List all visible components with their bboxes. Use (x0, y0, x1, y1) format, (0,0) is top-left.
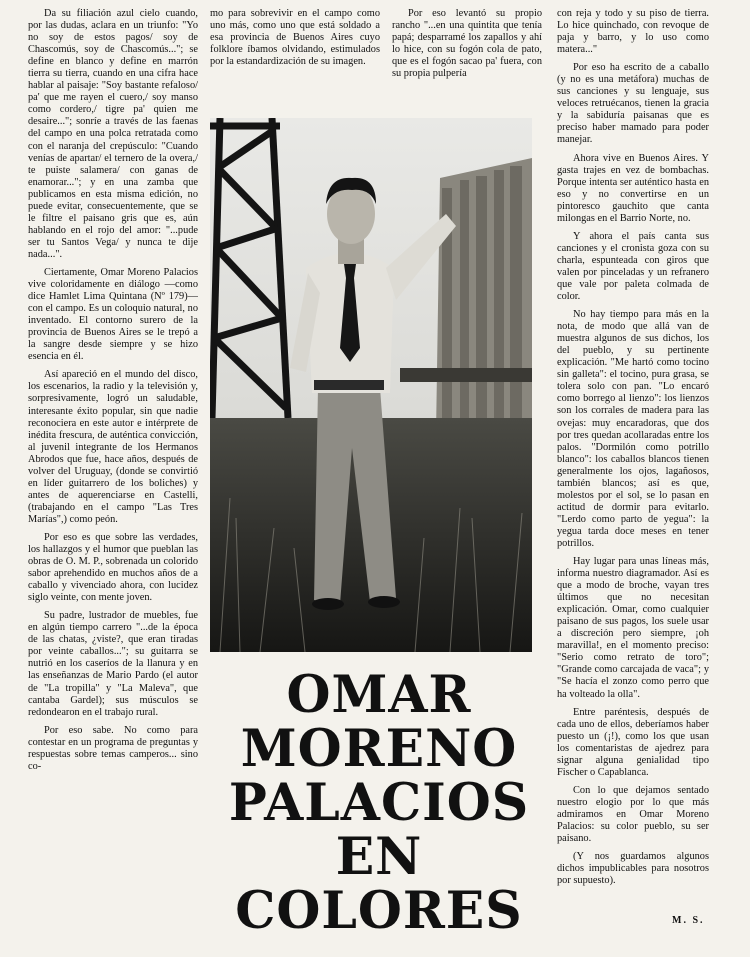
paragraph: Da su filiación azul cielo cuando, por las dudas, aclara en un triunfo: "Yo no soy de estos pagos/ soy de Chascomús, soy de Chascomús..."; se define en blanco y define en marrón tierra su tierra, cuando en una cifra hace hablar al paisaje: "Soy bastante refaloso/ pa' que me rayen el cuero,/ soy manso como cordero,/ tigre pa' quien me desaire..."; sonríe a través de las faenas del campo en una polca retratada como con el naranja del crepúsculo: "Cuando venías de apartar/ el ternero de la overa,/ te puiste salamera/ con ganas de enamorar..."; y en una zamba que publicamos en esta misma edición, no puede evitar, consecuentemente, que se le filtre el paisano gris que es, aún hablando en el rojo del amor: "...pude ser tu Santos Vega/ y nunca te dije nada...". (28, 8, 198, 260)
paragraph: Por eso ha escrito de a caballo (y no es una metáfora) muchas de sus canciones y su lenguaje, sus veloces retruécanos, tienen la gracia y la sabiduría paisanas que es preciso haber mamado para poder manejar. (557, 62, 709, 146)
paragraph: Su padre, lustrador de muebles, fue en algún tiempo carrero "...de la época de las chatas, ¿viste?, que eran tiradas por veinte caballos..."; su guitarra se nutrió en los caseríos de la llanura y en las enseñanzas de Mario Pardo (el autor de "La tropilla" y "La Maleva", que cantaba Gardel); sus músculos se redondearon en el trabajo rural. (28, 610, 198, 718)
author-signature: M. S. (672, 915, 705, 926)
paragraph: Por eso sabe. No como para contestar en un programa de preguntas y respuestas sobre temas camperos... sino co- (28, 724, 198, 772)
portrait-photo (210, 118, 532, 652)
paragraph: con reja y todo y su piso de tierra. Lo hice quinchado, con revoque de paja y barro, y lo uso como matera..." (557, 8, 709, 56)
headline-line: PALACIOS (228, 773, 530, 833)
paragraph: Y ahora el país canta sus canciones y el cronista goza con su charla, espunteada con giros que valen por pinceladas y un refranero que vale por paleta colmada de color. (557, 230, 709, 303)
paragraph: No hay tiempo para más en la nota, de modo que allá van de muestra algunos de sus dichos, los del pueblo, y su pertinente explicación. "Me hartó como tocino sin galleta": el tocino, pura grasa, se tolera solo con pan. "Lo encaró como borrego al lienzo": los lienzos son los corrales de madera para las ovejas: muy encaradoras, que dos por tres quedan acollaradas entre los palos. "Dormilón como potrillo blanco": los caballos blancos tienen generalmente los ojos, lagañosos, también blancos; así es que, molestos por el sol, se lo pasan en actitud de dormir para evitarlo. "Lerdo como parto de yegua": la yegua tarda doce meses en tener potrillos. (557, 309, 709, 549)
headline-line: OMAR (286, 665, 472, 725)
paragraph: Ciertamente, Omar Moreno Palacios vive coloridamente en diálogo —como dice Hamlet Lima Quintana (Nº 179)— con el campo. Es un coloquio natural, no inventado. El contorno surero de la provincia de Buenos Aires se le trepó a la sangre desde siempre y se hizo esencia en él. (28, 266, 198, 363)
paragraph: Por eso es que sobre las verdades, los hallazgos y el humor que pueblan las obras de O. M. P., sobrenada un colorido sabor aprehendido en muchos años de a caballo y vivenciado ahora, con lucidez siglo veinte, con mente joven. (28, 531, 198, 604)
headline-line: MORENO (240, 719, 518, 779)
headline-line: EN (335, 827, 423, 887)
article-column-2 (210, 8, 380, 118)
paragraph: Así apareció en el mundo del disco, los escenarios, la radio y la televisión y, sorpresivamente, logró un saludable, interesante éxito popular, sin que nadie reconociera en este autor e intérprete de inédita frescura, de auténtica convicción, al juvenil integrante de los Hermanos Abrodos que fue, hace años, después de volver del Uruguay, (donde se convirtió en líder guitarrero de los boliches) y antes de aquerenciarse en Castelli, (trabajando en el campo "Las Tres Marías",) como peón. (28, 369, 198, 525)
article-column-4 (557, 8, 709, 933)
article-column-1 (28, 8, 198, 936)
paragraph: Por eso levantó su propio rancho "...en una quintita que tenía papá; desparramé los zapallos y ahí lo hice, con su fogón cola de pato, que es el fogón sacao pa' fuera, con su propia pulpería (392, 8, 542, 80)
paragraph: Con lo que dejamos sentado nuestro elogio por lo que más admiramos en Omar Moreno Palacios: su color pueblo, su ser paisano. (557, 784, 709, 845)
article-column-3 (392, 8, 542, 108)
paragraph: mo para sobrevivir en el campo como uno más, como uno que está soldado a esa provincia de Buenos Aires cuyo folklore íbamos olvidando, estimulados por la estandardización de su imagen. (210, 8, 380, 68)
portrait-photo-illustration (210, 118, 532, 652)
paragraph: (Y nos guardamos algunos dichos impublicables para nosotros por supuesto). (557, 851, 709, 887)
paragraph: Ahora vive en Buenos Aires. Y gasta trajes en vez de bombachas. Porque intenta ser auténtico hasta en eso y no convertirse en un pintoresco gauchito que canta milongas en el Barrio Norte, no. (557, 152, 709, 224)
paragraph: Hay lugar para unas líneas más, informa nuestro diagramador. Así es que a modo de broche, vayan tres últimos que no necesitan explicación. Omar, como cualquier paisano de sus pagos, los suele usar a discreción pero siempre, ¡oh maravilla!, en el momento preciso: "Serio como retrato de toro"; "Grande como carcajada de vaca"; y "Se hacía el zonzo como perro que ha volteado la olla". (557, 556, 709, 700)
paragraph: Entre paréntesis, después de cada uno de ellos, deberíamos haber puesto un (¡!), como los que usan los comentaristas de ajedrez para signar alguna genialidad tipo Fischer o Capablanca. (557, 706, 709, 778)
headline-line: COLORES (235, 881, 523, 941)
article-headline (208, 665, 551, 941)
